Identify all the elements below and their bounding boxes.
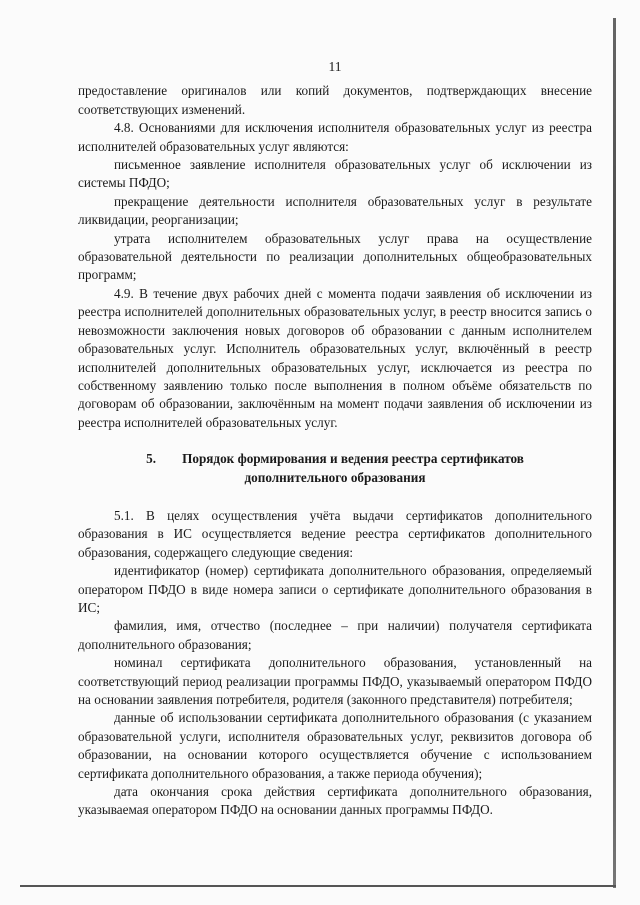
paragraph: номинал сертификата дополнительного образования, установленный на соответствующий период реализации программы ПФДО, указываемый оператором ПФДО на основании заявления потребителя, родителя (законного представителя) потребителя; (78, 655, 592, 707)
paragraph: предоставление оригиналов или копий документов, подтверждающих внесение соответствующих изменений. (78, 83, 592, 117)
paragraph: 4.9. В течение двух рабочих дней с момента подачи заявления об исключении из реестра исполнителей дополнительных образовательных услуг, в реестр вносится запись о невозможности заключения новых договоров об образовании с данным исполнителем образовательных услуг. Исполнитель образовательных услуг, включённый в реестр исполнителей дополнительных образовательных услуг, исключается из реестра по собственному заявлению только после выполнения в полном объёме обязательств по договорам об образовании, заключённым на момент подачи заявления об исключении из реестра исполнителей образовательных услуг. (78, 285, 592, 430)
section-title-line2: дополнительного образования (244, 469, 426, 485)
section-number: 5. (146, 451, 156, 467)
paragraph: дата окончания срока действия сертификата дополнительного образования, указываемая оператором ПФДО на основании данных программы ПФДО. (78, 784, 592, 818)
page-number: 11 (328, 59, 342, 74)
section-heading (78, 450, 592, 487)
paragraph: идентификатор (номер) сертификата дополнительного образования, определяемый оператором ПФДО в виде номера записи о сертификате дополнительного образования в ИС; (78, 563, 592, 615)
paragraph: письменное заявление исполнителя образовательных услуг об исключении из системы ПФДО; (78, 157, 592, 191)
paragraph: прекращение деятельности исполнителя образовательных услуг в результате ликвидации, реорганизации; (78, 193, 592, 228)
page-bottom-edge (20, 885, 616, 887)
paragraph: данные об использовании сертификата дополнительного образования (с указанием образовательной услуги, исполнителя образовательных услуг, реквизитов договора об образовании, на основании которого осуществляется обучение с использованием сертификата дополнительного образования, а также периода обучения); (78, 710, 592, 781)
paragraph: утрата исполнителем образовательных услуг права на осуществление образовательной деятельности по реализации дополнительных общеобразовательных программ; (78, 230, 592, 283)
paragraph: 5.1. В целях осуществления учёта выдачи сертификатов дополнительного образования в ИС осуществляется ведение реестра сертификатов дополнительного образования, содержащего следующие сведения: (78, 507, 592, 560)
section-title-line1: Порядок формирования и ведения реестра сертификатов (182, 451, 524, 467)
paragraph: фамилия, имя, отчество (последнее – при наличии) получателя сертификата дополнительного образования; (78, 618, 592, 652)
document-body (78, 58, 592, 820)
page-edge-shadow (613, 18, 616, 888)
paragraph: 4.8. Основаниями для исключения исполнителя образовательных услуг из реестра исполнителей образовательных услуг являются: (78, 120, 592, 154)
